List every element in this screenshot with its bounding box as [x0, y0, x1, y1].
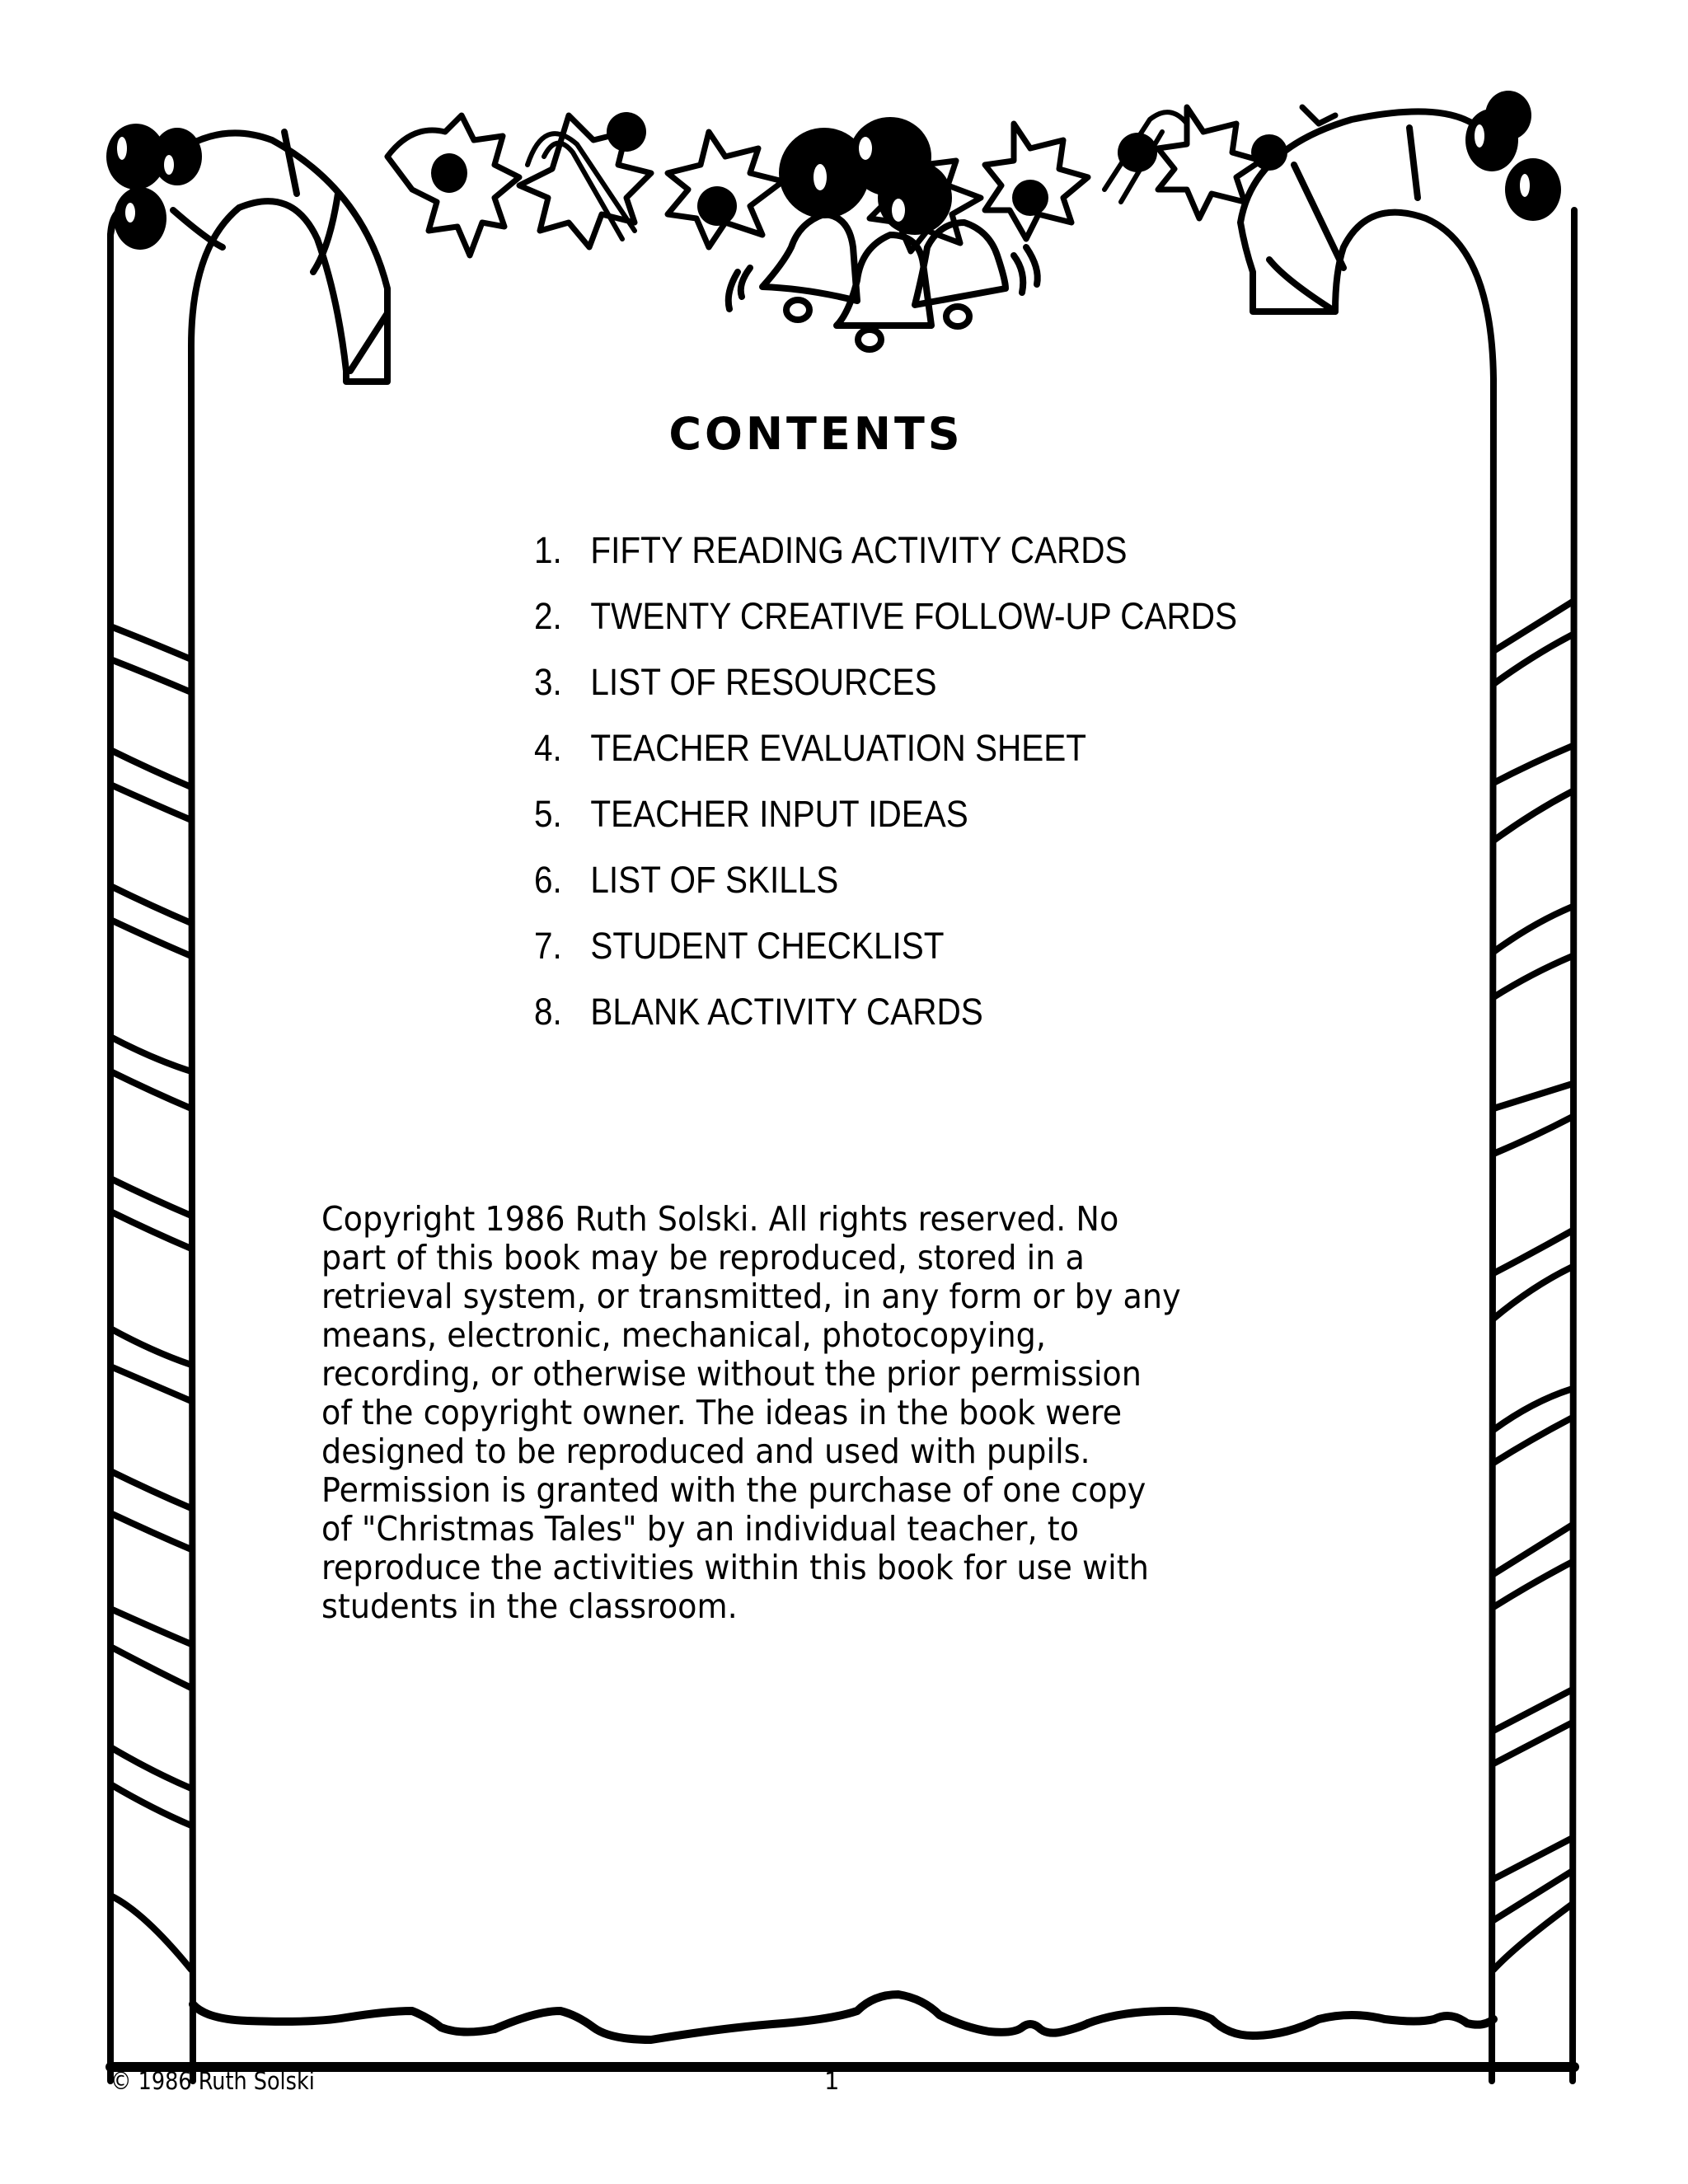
copyright-notice-line: of the copyright owner. The ideas in the book were [321, 1393, 1123, 1432]
contents-item-label: LIST OF SKILLS [590, 859, 839, 901]
contents-item-label: TWENTY CREATIVE FOLLOW-UP CARDS [590, 595, 1238, 637]
copyright-notice-line: designed to be reproduced and used with pupils. [321, 1432, 1090, 1471]
contents-item-number: 1. [534, 529, 562, 571]
left-candy-cane-icon [110, 132, 387, 2081]
copyright-notice-line: of "Christmas Tales" by an individual teacher, to [321, 1509, 1079, 1549]
contents-item-label: TEACHER INPUT IDEAS [590, 793, 968, 835]
copyright-notice-line: students in the classroom. [321, 1586, 738, 1626]
bells-icon [729, 214, 1038, 349]
contents-item-label: TEACHER EVALUATION SHEET [590, 727, 1087, 769]
footer-copyright: © 1986 Ruth Solski [110, 2067, 315, 2095]
copyright-notice-line: means, electronic, mechanical, photocopying, [321, 1315, 1046, 1355]
contents-item-label: LIST OF RESOURCES [590, 661, 937, 703]
copyright-notice-line: retrieval system, or transmitted, in any form or by any [321, 1277, 1181, 1316]
contents-item-number: 8. [534, 991, 562, 1033]
contents-item [534, 920, 1237, 986]
contents-item-number: 4. [534, 727, 562, 769]
contents-item-label: FIFTY READING ACTIVITY CARDS [590, 529, 1128, 571]
copyright-notice-line: Copyright 1986 Ruth Solski. All rights reserved. No [321, 1199, 1119, 1239]
copyright-notice [321, 1200, 1360, 1626]
copyright-notice-line: part of this book may be reproduced, stored in a [321, 1238, 1085, 1277]
contents-item [534, 788, 1237, 854]
contents-item-label: BLANK ACTIVITY CARDS [590, 991, 983, 1033]
right-candy-cane-icon [1240, 111, 1574, 2081]
contents-item-number: 2. [534, 595, 562, 637]
page-number: 1 [824, 2067, 840, 2095]
contents-item-number: 7. [534, 925, 562, 967]
contents-item [534, 656, 1237, 722]
holly-berries-icon [106, 91, 1561, 250]
contents-item [534, 590, 1237, 656]
contents-item [534, 986, 1237, 1052]
contents-item [534, 854, 1237, 920]
contents-item-number: 3. [534, 661, 562, 703]
snow-drift-line [193, 1994, 1088, 2040]
contents-list [534, 524, 1315, 1052]
contents-item-number: 6. [534, 859, 562, 901]
contents-item-label: STUDENT CHECKLIST [590, 925, 945, 967]
page-title: CONTENTS [668, 408, 964, 460]
contents-item [534, 722, 1237, 788]
copyright-notice-line: recording, or otherwise without the prior permission [321, 1354, 1142, 1394]
contents-item [534, 524, 1237, 590]
contents-item-number: 5. [534, 793, 562, 835]
copyright-notice-line: Permission is granted with the purchase of one copy [321, 1470, 1146, 1510]
copyright-notice-line: reproduce the activities within this book for use with [321, 1548, 1149, 1587]
